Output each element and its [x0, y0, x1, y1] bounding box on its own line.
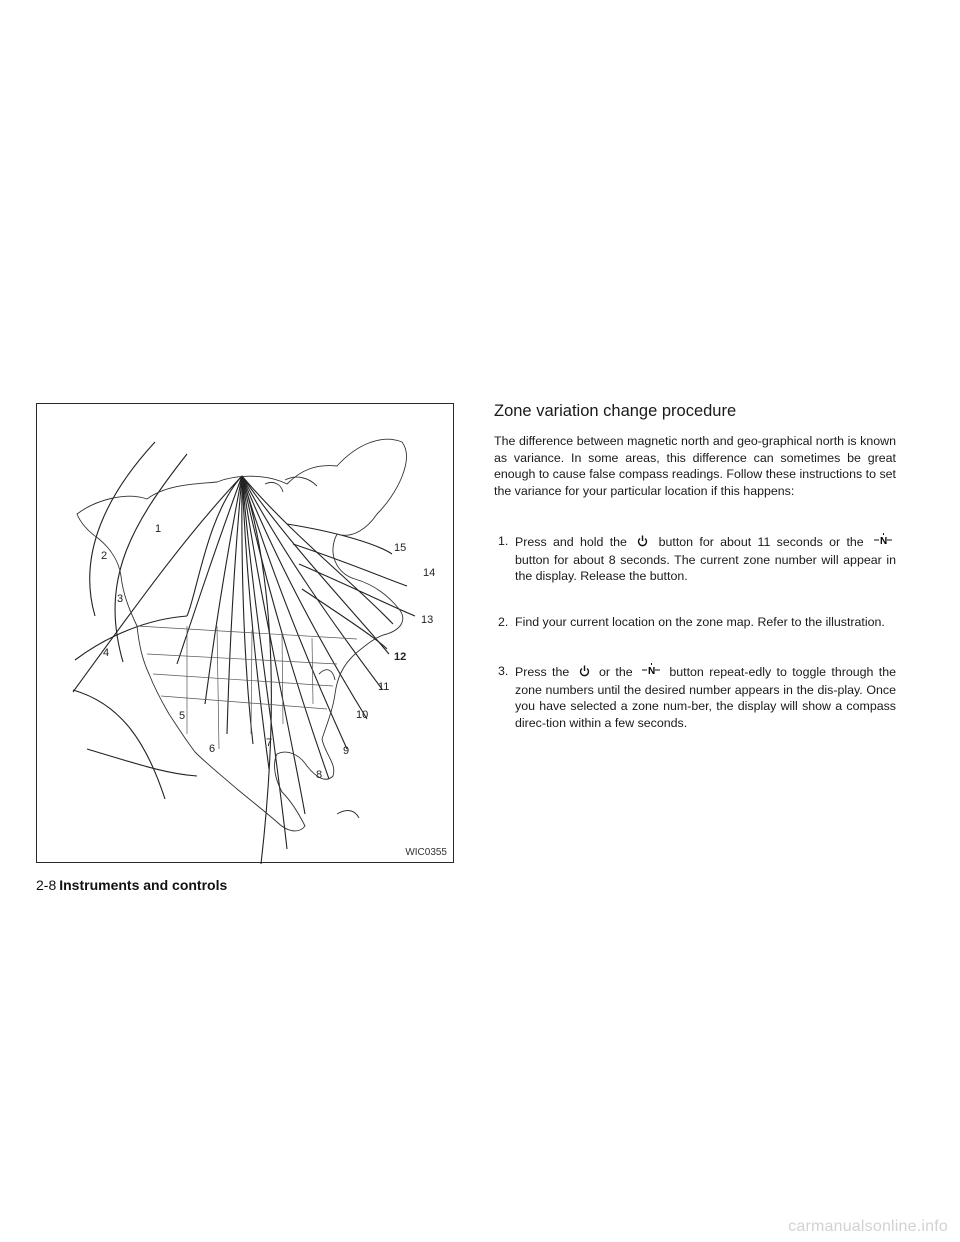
- zone-map-figure: [36, 403, 454, 863]
- zone-label-5: 5: [179, 710, 186, 722]
- step-text: or the: [599, 665, 633, 679]
- zone-label-9: 9: [343, 745, 350, 757]
- zone-label-15: 15: [394, 542, 407, 554]
- step-3: [498, 663, 896, 731]
- zone-label-10: 10: [356, 709, 369, 721]
- svg-text:N: N: [648, 666, 656, 677]
- north-compass-button-icon: [874, 533, 892, 552]
- zone-label-12: 12: [394, 651, 407, 663]
- zone-map-illustration: [37, 404, 455, 864]
- north-compass-button-icon: [642, 663, 660, 682]
- zone-boundary-5-6: [87, 749, 197, 776]
- step-text: button for about 11 seconds or the: [658, 535, 864, 549]
- zone-boundary-4-5: [73, 690, 165, 799]
- power-button-icon: [579, 665, 590, 682]
- zone-label-1: 1: [155, 523, 162, 535]
- watermark: carmanualsonline.info: [788, 1218, 948, 1235]
- step-number: 2.: [498, 615, 509, 629]
- step-text: button for about 8 seconds. The current zone number will appear in the display. Release the button.: [515, 552, 896, 583]
- chapter-title: Instruments and controls: [59, 877, 228, 893]
- section-title: Zone variation change procedure: [494, 402, 737, 420]
- zone-boundary-14: [293, 544, 407, 586]
- step-number: 1.: [498, 534, 509, 548]
- intro-paragraph: The difference between magnetic north and geo-graphical north is known as variance. In some areas, this difference can sometimes be great enough to cause false compass readings. Follow these instructions to set the variance for your particular location if this happens:: [494, 434, 896, 498]
- zone-label-4: 4: [103, 647, 110, 659]
- step-text: Press and hold the: [515, 535, 627, 549]
- zone-label-13: 13: [421, 614, 434, 626]
- step-text: button repeat-edly to toggle through the zone numbers until the desired number appears in the dis-play. Once you have selected a zone num-ber, the display will show a compass direc-tion within a few seconds.: [515, 665, 896, 730]
- zone-boundary-1-2: [90, 442, 155, 616]
- zone-label-2: 2: [101, 550, 108, 562]
- page-footer: [36, 877, 227, 893]
- step-1: [498, 533, 896, 585]
- zone-label-14: 14: [423, 567, 436, 579]
- zone-label-7: 7: [266, 737, 273, 749]
- zone-label-8: 8: [316, 769, 323, 781]
- step-text: Press the: [515, 665, 570, 679]
- zone-label-3: 3: [117, 593, 124, 605]
- zone-boundary-3-4: [75, 616, 187, 660]
- zone-label-6: 6: [209, 743, 216, 755]
- svg-text:N: N: [880, 536, 888, 547]
- power-button-icon: [637, 535, 648, 552]
- zone-label-11: 11: [378, 681, 390, 693]
- zone-boundary-13: [299, 564, 415, 616]
- step-number: 3.: [498, 664, 509, 678]
- page-number: 2-8: [36, 877, 57, 893]
- figure-code: WIC0355: [405, 847, 447, 858]
- step-2: [498, 614, 896, 631]
- step-text: Find your current location on the zone map. Refer to the illustration.: [515, 615, 885, 629]
